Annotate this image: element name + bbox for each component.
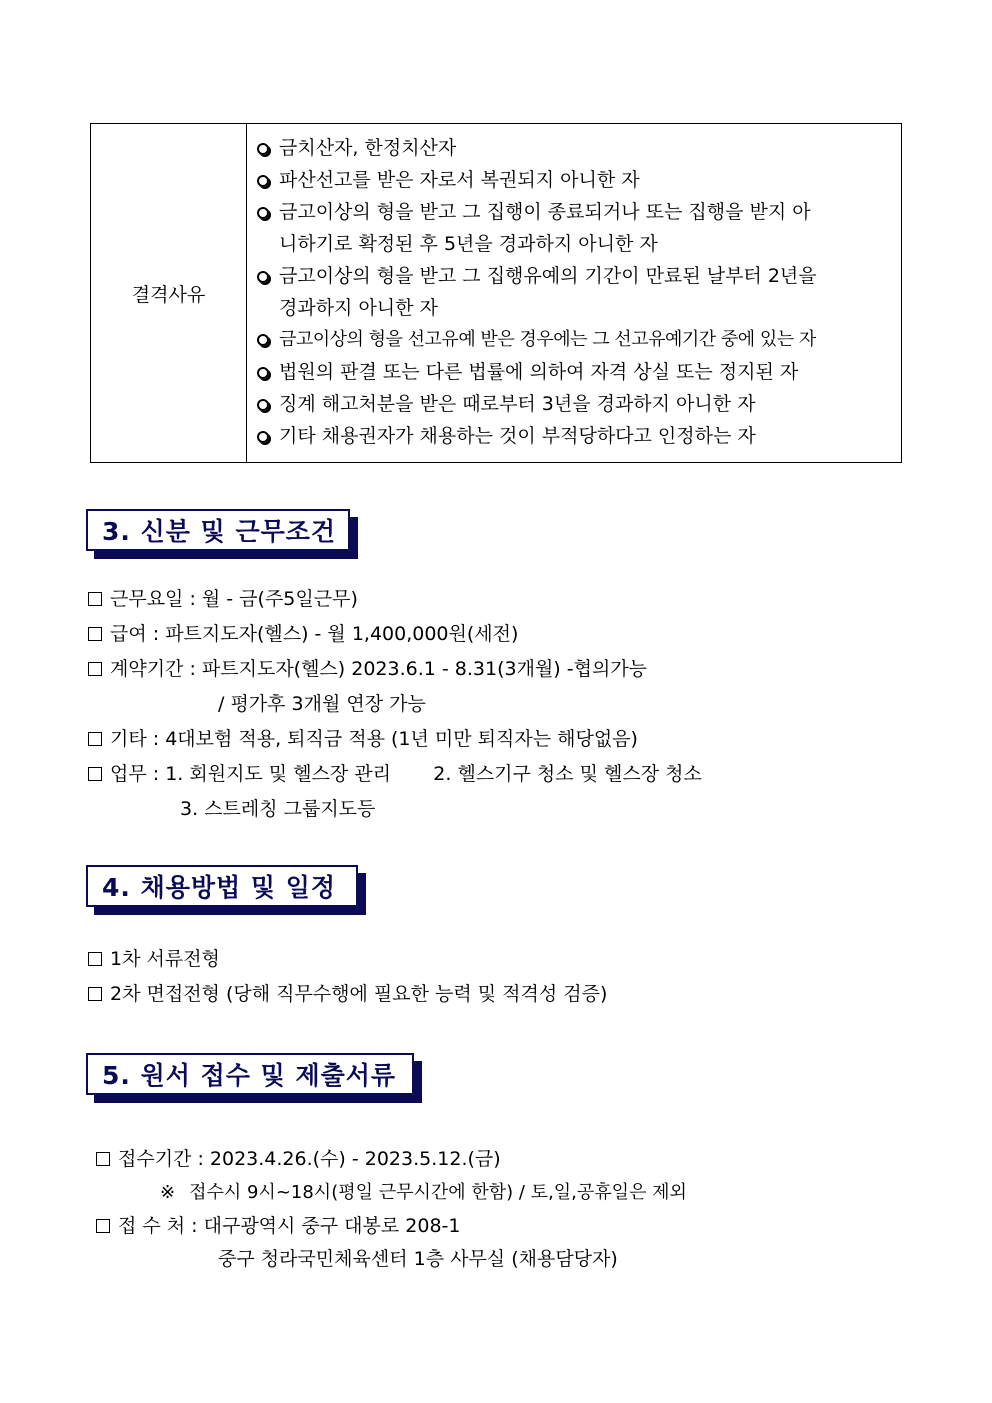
disqualification-table (90, 123, 902, 463)
contract-note: / 평가후 3개월 연장 가능 (218, 693, 426, 715)
checkbox-square-icon (88, 662, 102, 676)
step2-item: 2차 면접전형 (당해 직무수행에 필요한 능력 및 적격성 검증) (88, 980, 607, 1008)
section-5-title: 5. 원서 접수 및 제출서류 (86, 1053, 414, 1095)
disqualification-item: 금고이상의 형을 받고 그 집행유예의 기간이 만료된 날부터 2년을 (257, 260, 817, 292)
section-5-header (86, 1053, 414, 1095)
disqualification-item: 법원의 판결 또는 다른 법률에 의하여 자격 상실 또는 정지된 자 (257, 356, 798, 388)
work-days-item: 근무요일 : 월 - 금(주5일근무) (88, 585, 358, 613)
circle-bullet-icon (257, 175, 269, 187)
step1-item: 1차 서류전형 (88, 945, 220, 973)
disqualification-label: 결격사유 (91, 124, 247, 462)
section-3-title: 3. 신분 및 근무조건 (86, 509, 350, 551)
circle-bullet-icon (257, 431, 269, 443)
checkbox-square-icon (96, 1219, 110, 1233)
disqualification-item-continued: 니하기로 확정된 후 5년을 경과하지 아니한 자 (279, 233, 658, 255)
checkbox-square-icon (88, 767, 102, 781)
circle-bullet-icon (257, 143, 269, 155)
circle-bullet-icon (257, 399, 269, 411)
disqualification-item: 금고이상의 형을 받고 그 집행이 종료되거나 또는 집행을 받지 아 (257, 196, 811, 228)
pay-item: 급여 : 파트지도자(헬스) - 월 1,400,000원(세전) (88, 620, 518, 648)
section-4-title: 4. 채용방법 및 일정 (86, 865, 358, 907)
circle-bullet-icon (257, 367, 269, 379)
disqualification-item: 금고이상의 형을 선고유예 받은 경우에는 그 선고유예기간 중에 있는 자 (257, 324, 816, 356)
disqualification-item: 기타 채용권자가 채용하는 것이 부적당하다고 인정하는 자 (257, 420, 756, 452)
duties-continued: 3. 스트레칭 그룹지도등 (180, 798, 376, 820)
circle-bullet-icon (257, 271, 269, 283)
application-place-item: 접 수 처 : 대구광역시 중구 대봉로 208-1 (96, 1212, 461, 1240)
checkbox-square-icon (88, 627, 102, 641)
duties-item: 업무 : 1. 회원지도 및 헬스장 관리 2. 헬스기구 청소 및 헬스장 청소 (88, 760, 702, 788)
section-4-header (86, 865, 358, 907)
section-3-header (86, 509, 350, 551)
checkbox-square-icon (88, 952, 102, 966)
checkbox-square-icon (88, 987, 102, 1001)
disqualification-item: 징계 해고처분을 받은 때로부터 3년을 경과하지 아니한 자 (257, 388, 756, 420)
disqualification-item: 금치산자, 한정치산자 (257, 132, 456, 164)
etc-item: 기타 : 4대보험 적용, 퇴직금 적용 (1년 미만 퇴직자는 해당없음) (88, 725, 638, 753)
reference-mark-icon: ※ (160, 1182, 176, 1203)
application-period-item: 접수기간 : 2023.4.26.(수) - 2023.5.12.(금) (96, 1145, 501, 1173)
application-place-continued: 중구 청라국민체육센터 1층 사무실 (채용담당자) (218, 1248, 618, 1270)
circle-bullet-icon (257, 334, 269, 346)
checkbox-square-icon (88, 592, 102, 606)
disqualification-item: 파산선고를 받은 자로서 복권되지 아니한 자 (257, 164, 640, 196)
disqualification-item-continued: 경과하지 아니한 자 (279, 297, 438, 319)
application-hours-note: ※ 접수시 9시~18시(평일 근무시간에 한함) / 토,일,공휴일은 제외 (160, 1182, 687, 1203)
circle-bullet-icon (257, 207, 269, 219)
checkbox-square-icon (96, 1152, 110, 1166)
contract-item: 계약기간 : 파트지도자(헬스) 2023.6.1 - 8.31(3개월) -협의가능 (88, 655, 647, 683)
checkbox-square-icon (88, 732, 102, 746)
